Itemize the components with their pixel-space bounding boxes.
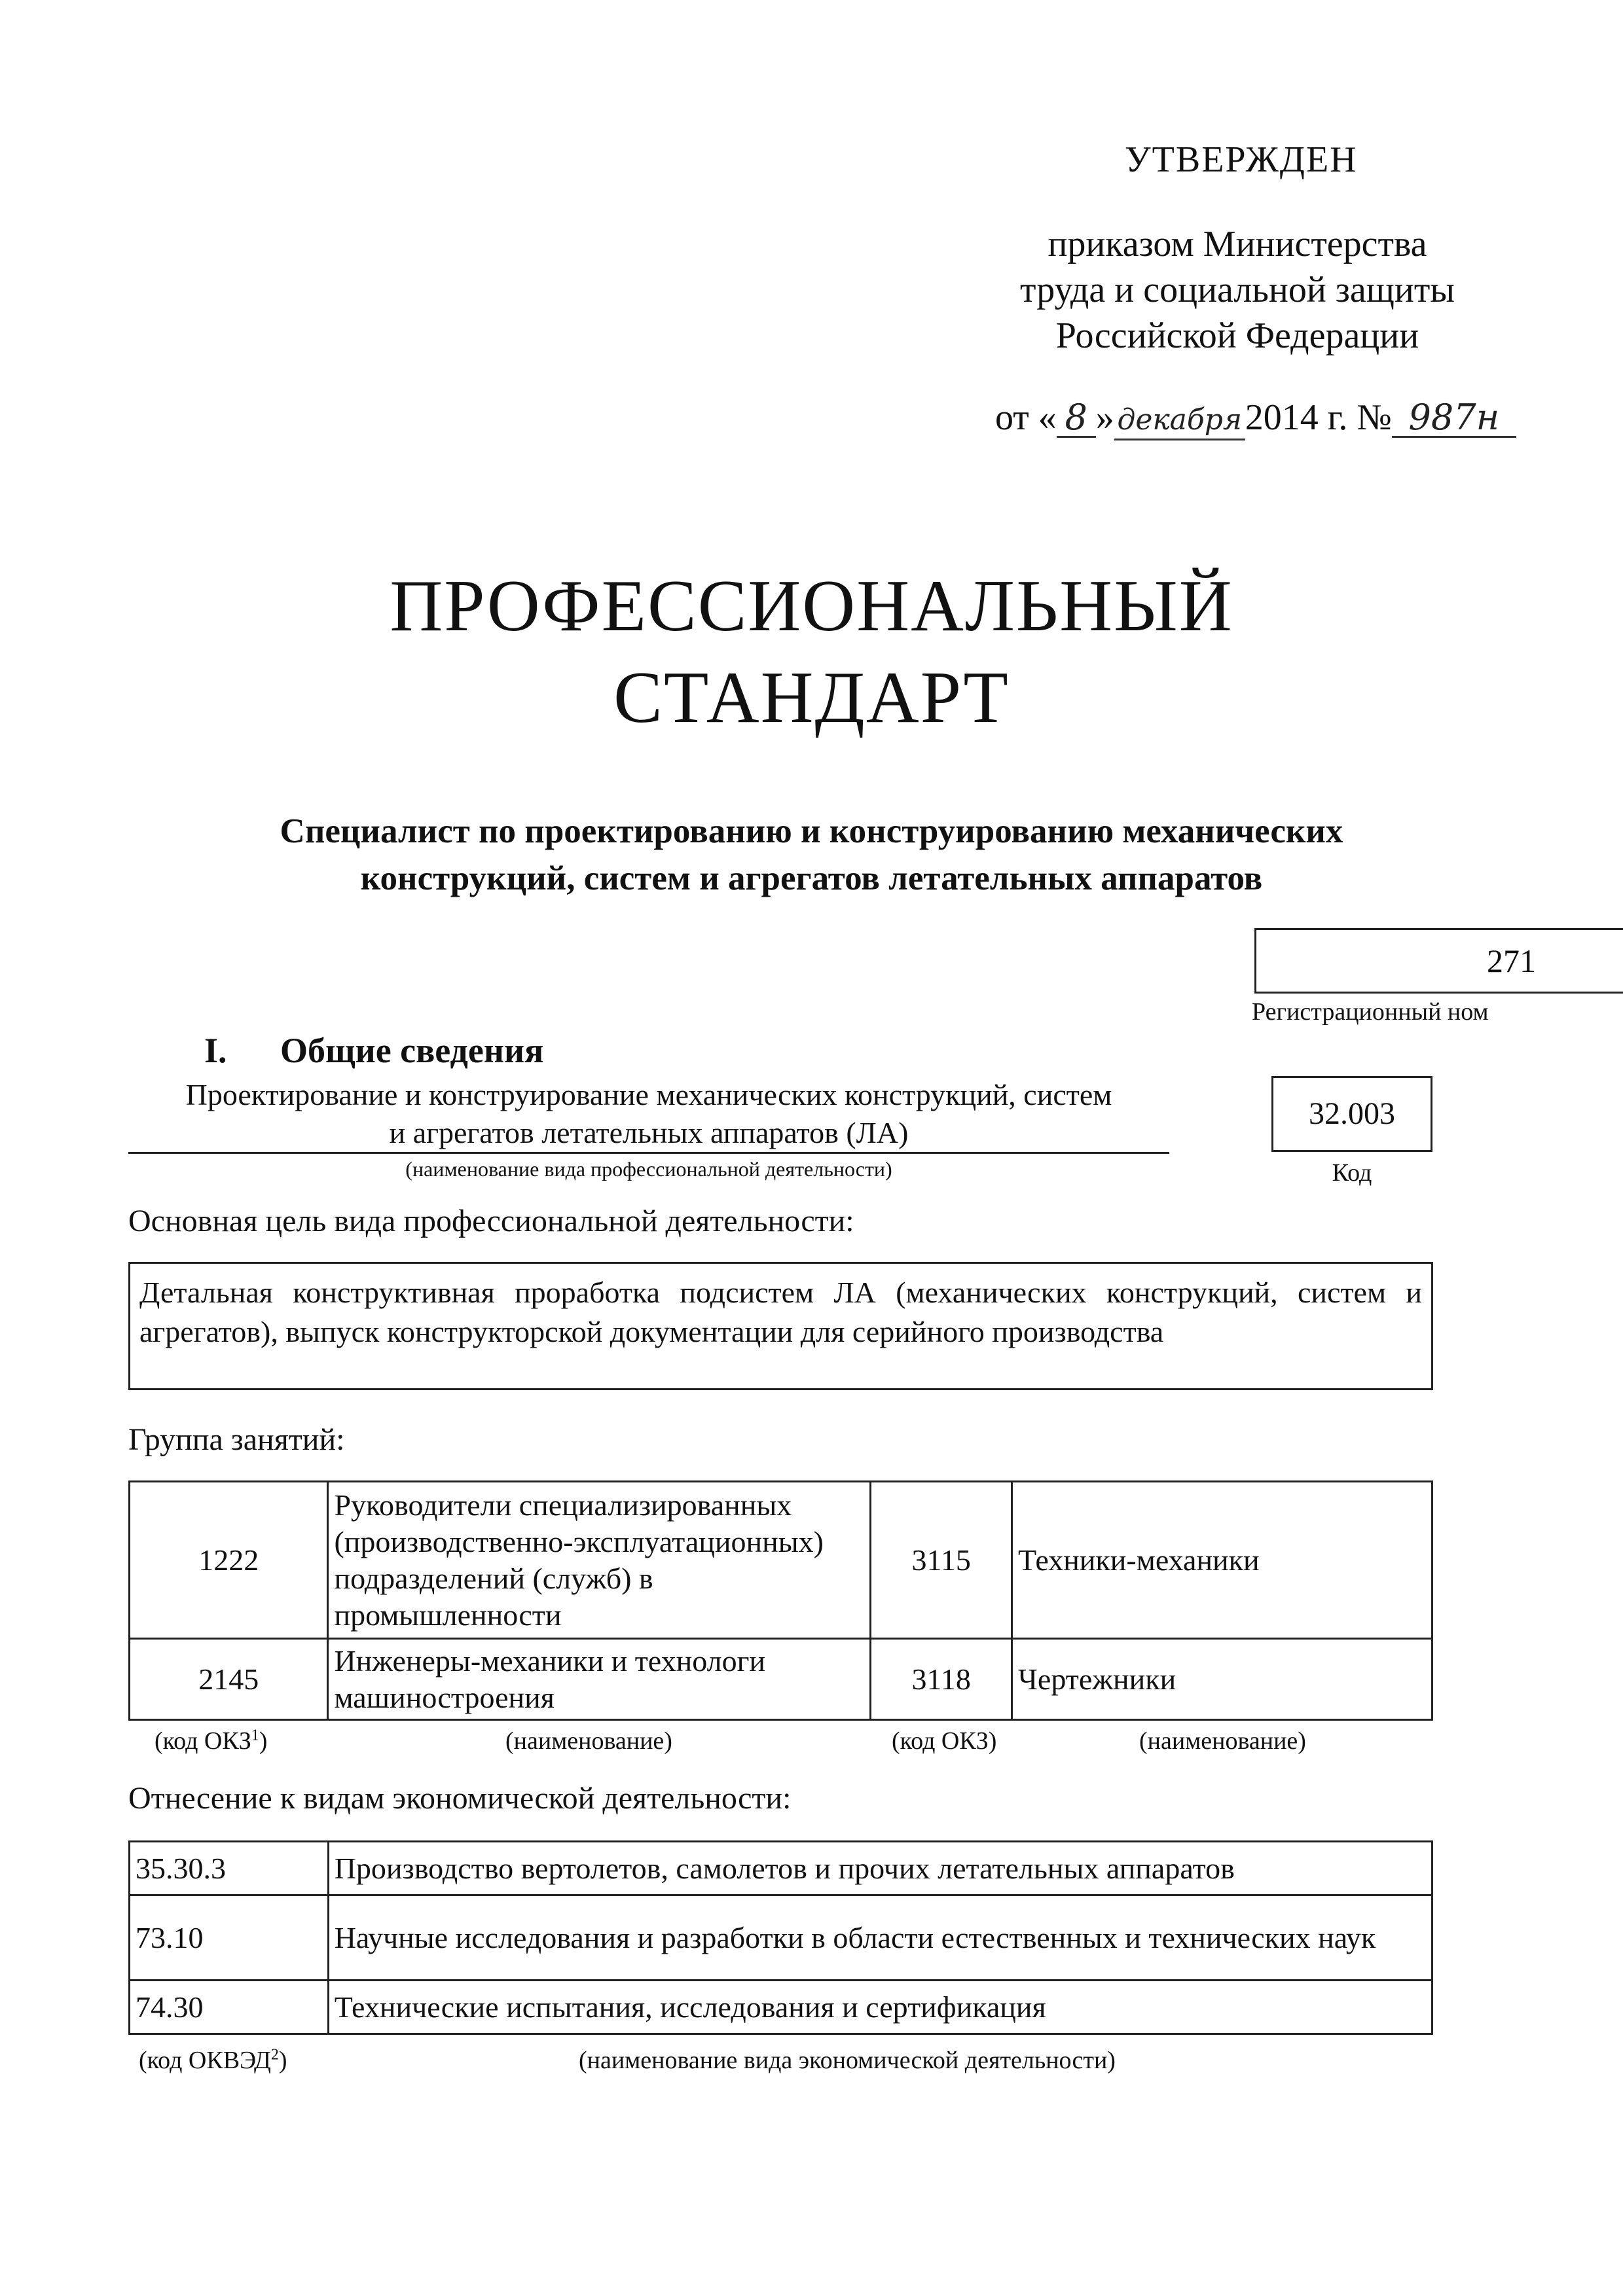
table-row bbox=[130, 1895, 1432, 1981]
okved-code-caption: (код ОКВЭД$^2$) bbox=[139, 2046, 287, 2074]
occupation-name: Инженеры-механики и технологи машиностроения bbox=[328, 1639, 871, 1720]
date-mid: » bbox=[1095, 397, 1114, 438]
order-number: 987н bbox=[1392, 399, 1516, 438]
occupation-name: Руководители специализированных (производственно-эксплуатационных) подразделений (служб) в промышленности bbox=[328, 1482, 871, 1639]
approval-line: труда и социальной защиты bbox=[1020, 270, 1455, 310]
section-number: I. bbox=[204, 1031, 227, 1070]
economic-activity-name: Производство вертолетов, самолетов и прочих летательных аппаратов bbox=[328, 1842, 1432, 1895]
subtitle-line: конструкций, систем и агрегатов летательных аппаратов bbox=[360, 859, 1263, 897]
okz-code: 1222 bbox=[130, 1482, 328, 1639]
activity-name-line: и агрегатов летательных аппаратов (ЛА) bbox=[389, 1116, 909, 1149]
goal-label: Основная цель вида профессиональной деятельности: bbox=[128, 1204, 854, 1238]
activity-name-line: Проектирование и конструирование механических конструкций, систем bbox=[185, 1078, 1112, 1111]
occupation-name: Чертежники bbox=[1012, 1639, 1432, 1720]
economic-label: Отнесение к видам экономической деятельности: bbox=[128, 1781, 792, 1816]
occupation-name-caption: (наименование) bbox=[505, 1727, 672, 1755]
economic-activity-name: Научные исследования и разработки в области естественных и технических наук bbox=[328, 1895, 1432, 1981]
okved-code: 74.30 bbox=[130, 1981, 329, 2034]
table-row bbox=[130, 1639, 1432, 1720]
okz-code: 2145 bbox=[130, 1639, 328, 1720]
table-row bbox=[130, 1842, 1432, 1895]
okz-code-caption: (код ОКЗ$^1$) bbox=[155, 1727, 268, 1755]
approval-line: Российской Федерации bbox=[1055, 315, 1419, 356]
activity-code-caption: Код bbox=[1332, 1159, 1372, 1187]
activity-name bbox=[128, 1076, 1169, 1152]
okved-code: 35.30.3 bbox=[130, 1842, 329, 1895]
approval-order bbox=[982, 221, 1493, 359]
okved-code: 73.10 bbox=[130, 1895, 329, 1981]
approval-line: приказом Министерства bbox=[1048, 224, 1427, 264]
activity-code: 32.003 bbox=[1271, 1076, 1432, 1152]
date-day: 8 bbox=[1057, 399, 1096, 438]
approval-heading: УТВЕРЖДЕН bbox=[1125, 139, 1358, 180]
okz-code: 3115 bbox=[871, 1482, 1012, 1639]
occupation-name-caption-2: (наименование) bbox=[1139, 1727, 1306, 1755]
activity-caption: (наименование вида профессиональной деятельности) bbox=[405, 1157, 892, 1181]
okz-code-caption-2: (код ОКЗ) bbox=[892, 1727, 997, 1755]
section-title: Общие сведения bbox=[280, 1031, 544, 1070]
date-prefix: от « bbox=[995, 397, 1057, 438]
subtitle-line: Специалист по проектированию и конструированию механических bbox=[280, 812, 1343, 850]
economic-table bbox=[128, 1840, 1433, 2035]
table-row bbox=[130, 1482, 1432, 1639]
document-title-line1: ПРОФЕССИОНАЛЬНЫЙ bbox=[390, 565, 1233, 647]
okz-code: 3118 bbox=[871, 1639, 1012, 1720]
date-month: декабря bbox=[1114, 402, 1245, 440]
economic-activity-name: Технические испытания, исследования и сертификация bbox=[328, 1981, 1432, 2034]
document-title-line2: СТАНДАРТ bbox=[613, 657, 1010, 738]
occupations-table bbox=[128, 1480, 1433, 1721]
registration-number: 271 bbox=[1487, 942, 1536, 979]
occupation-name: Техники-механики bbox=[1012, 1482, 1432, 1639]
goal-text: Детальная конструктивная проработка подсистем ЛА (механических конструкций, систем и агрегатов), выпуск конструкторской документации для серийного производства bbox=[128, 1262, 1433, 1390]
occupations-label: Группа занятий: bbox=[128, 1422, 345, 1457]
registration-caption: Регистрационный ном bbox=[1252, 998, 1489, 1026]
document-subtitle bbox=[0, 808, 1623, 902]
table-row bbox=[130, 1981, 1432, 2034]
economic-name-caption: (наименование вида экономической деятельности) bbox=[579, 2047, 1116, 2074]
activity-underline bbox=[128, 1152, 1169, 1154]
approval-date bbox=[995, 397, 1516, 440]
date-year: 2014 г. № bbox=[1245, 397, 1392, 438]
